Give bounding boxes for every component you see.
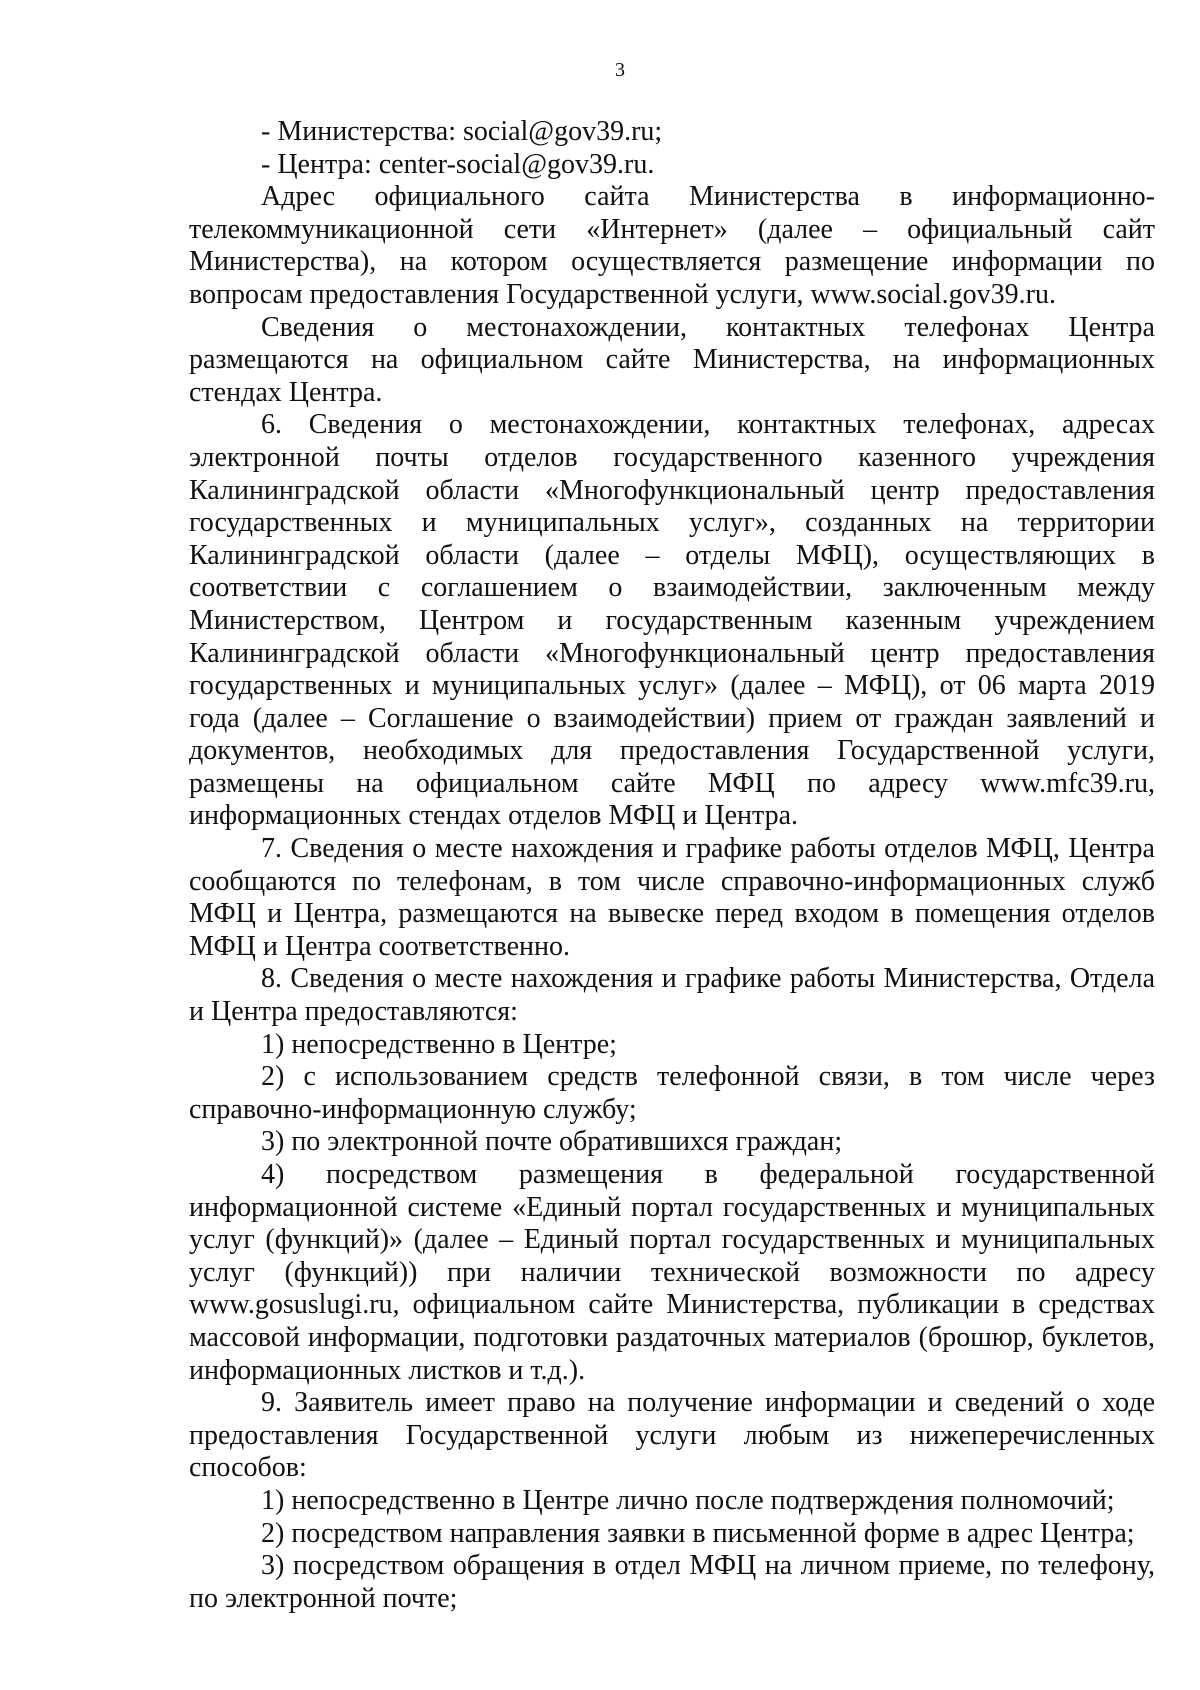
paragraph: 1) непосредственно в Центре лично после подтверждения полномочий;: [261, 1484, 1115, 1516]
paragraph: 3) по электронной почте обратившихся граждан;: [261, 1126, 843, 1158]
paragraph: 1) непосредственно в Центре;: [261, 1028, 617, 1060]
paragraph: 3) посредством обращения в отдел МФЦ на личном приеме, по телефону, по электронной почте;: [189, 1550, 1155, 1614]
paragraph: 6. Сведения о местонахождении, контактных телефонах, адресах электронной почты отделов государственного казенного учреждения Калининградской области «Многофункциональный центр предоставления государственных и муниципальных услуг», созданных на территории Калининградской области (далее – отделы МФЦ), осуществляющих в соответствии с соглашением о взаимодействии, заключенным между Министерством, Центром и государственным казенным учреждением Калининградской области «Многофункциональный центр предоставления государственных и муниципальных услуг» (далее – МФЦ), от 06 марта 2019 года (далее – Соглашение о взаимодействии) прием от граждан заявлений и документов, необходимых для предоставления Государственной услуги, размещены на официальном сайте МФЦ по адресу www.mfc39.ru, информационных стендах отделов МФЦ и Центра.: [189, 409, 1155, 832]
paragraph: 7. Сведения о месте нахождения и графике работы отделов МФЦ, Центра сообщаются по телефонам, в том числе справочно-информационных служб МФЦ и Центра, размещаются на вывеске перед входом в помещения отделов МФЦ и Центра соответственно.: [189, 833, 1155, 962]
paragraph: 2) посредством направления заявки в письменной форме в адрес Центра;: [261, 1517, 1135, 1549]
paragraph: 4) посредством размещения в федеральной государственной информационной системе «Единый портал государственных и муниципальных услуг (функций)» (далее – Единый портал государственных и муниципальных услуг (функций)) при наличии технической возможности по адресу www.gosuslugi.ru, официальном сайте Министерства, публикации в средствах массовой информации, подготовки раздаточных материалов (брошюр, буклетов, информационных листков и т.д.).: [189, 1159, 1155, 1386]
paragraph: Сведения о местонахождении, контактных телефонах Центра размещаются на официальном сайте Министерства, на информационных стендах Центра.: [189, 311, 1155, 408]
paragraph: 8. Сведения о месте нахождения и графике работы Министерства, Отдела и Центра предоставляются:: [189, 963, 1155, 1028]
paragraph: - Центра: center-social@gov39.ru.: [261, 148, 655, 180]
paragraph: Адрес официального сайта Министерства в информационно-телекоммуникационной сети «Интернет» (далее – официальный сайт Министерства), на котором осуществляется размещение информации по вопросам предоставления Государственной услуги, www.social.gov39.ru.: [189, 181, 1155, 310]
paragraph: 9. Заявитель имеет право на получение информации и сведений о ходе предоставления Государственной услуги любым из нижеперечисленных способов:: [189, 1387, 1155, 1484]
paragraph: - Министерства: social@gov39.ru;: [261, 116, 663, 147]
page-number: 3: [615, 59, 625, 81]
document-body: [189, 116, 1155, 1615]
paragraph: 2) с использованием средств телефонной связи, в том числе через справочно-информационную службу;: [189, 1061, 1155, 1125]
